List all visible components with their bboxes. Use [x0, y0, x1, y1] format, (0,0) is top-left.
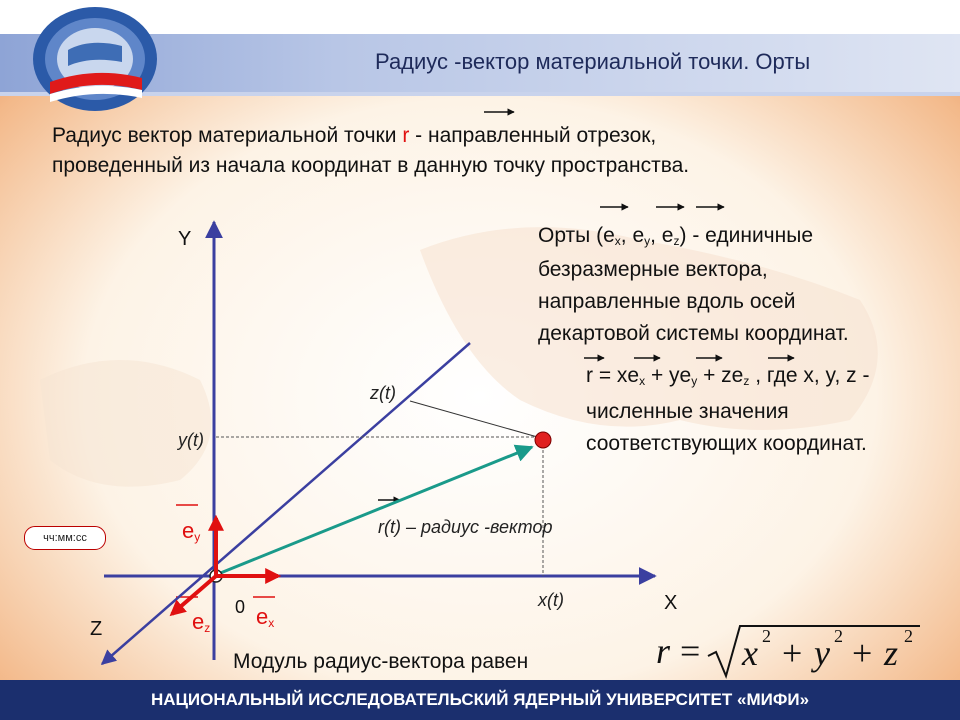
modulus-y-exponent: 2	[834, 626, 843, 646]
definition-line-2: проведенный из начала координат в данную точку пространства.	[52, 154, 690, 177]
subscript-y: y	[691, 374, 698, 388]
radius-vector	[218, 447, 532, 574]
subscript-x: x	[639, 374, 646, 388]
modulus-z-exponent: 2	[904, 626, 913, 646]
subscript-y: y	[644, 234, 651, 248]
modulus-x-exponent: 2	[762, 626, 771, 646]
ez-letter: e	[192, 609, 205, 634]
orts-line-2: безразмерные вектора,	[538, 258, 768, 281]
ex-subscript: x	[268, 616, 275, 630]
ex-letter: e	[256, 604, 269, 629]
subscript-x: x	[614, 234, 621, 248]
modulus-y: y	[814, 633, 830, 673]
orts-line-3: направленные вдоль осей	[538, 290, 796, 313]
orts-text: Орты (e	[538, 224, 615, 247]
decomposition-line-2: численные значения	[586, 400, 789, 423]
ex-label	[256, 604, 274, 630]
formula-text: , где x, y, z -	[749, 364, 870, 387]
x-coordinate-label: x(t)	[538, 590, 564, 610]
footer-university-name: НАЦИОНАЛЬНЫЙ ИССЛЕДОВАТЕЛЬСКИЙ ЯДЕРНЫЙ УНИВЕРСИТЕТ «МИФИ»	[150, 690, 810, 709]
ez-subscript: z	[204, 621, 211, 635]
formula-text: r = xe	[586, 364, 640, 387]
modulus-label: Модуль радиус-вектора равен	[233, 650, 529, 673]
z-coordinate-label: z(t)	[370, 383, 396, 403]
ey-letter: e	[182, 518, 195, 543]
modulus-plus-1: +	[782, 633, 803, 673]
x-axis-label: X	[664, 592, 678, 614]
z-axis-label: Z	[90, 618, 103, 640]
formula-text: + ze	[697, 364, 744, 387]
r-symbol: r	[402, 124, 410, 147]
ey-subscript: y	[194, 530, 201, 544]
modulus-equals: =	[680, 631, 701, 671]
timer-badge[interactable]: чч:мм:сс	[24, 526, 106, 550]
y-coordinate-label: y(t)	[178, 430, 204, 450]
material-point	[535, 432, 551, 448]
origin-label: 0	[235, 597, 246, 617]
modulus-z: z	[884, 633, 899, 673]
slide-title: Радиус -вектор материальной точки. Орты	[375, 49, 811, 74]
radius-vector-label: r(t) – радиус -вектор	[378, 517, 553, 537]
orts-text: , e	[620, 224, 645, 247]
ey-label	[182, 518, 200, 544]
decomposition-line-3: соответствующих координат.	[586, 432, 867, 455]
ez-label	[192, 609, 210, 635]
formula-text: + ye	[645, 364, 692, 387]
z-axis	[102, 343, 470, 664]
orts-line-4: декартовой системы координат.	[538, 322, 849, 345]
definition-text-tail: - направленный отрезок,	[409, 124, 657, 147]
modulus-x: x	[742, 633, 758, 673]
subscript-z: z	[673, 234, 680, 248]
subscript-z: z	[743, 374, 750, 388]
modulus-plus-2: +	[852, 633, 873, 673]
orts-text: ) - единичные	[679, 224, 813, 247]
z-projection-line	[410, 401, 541, 438]
orts-text: , e	[650, 224, 674, 247]
y-axis-label: Y	[178, 228, 192, 250]
definition-text: Радиус вектор материальной точки	[52, 124, 403, 147]
modulus-lhs: r	[656, 631, 671, 671]
